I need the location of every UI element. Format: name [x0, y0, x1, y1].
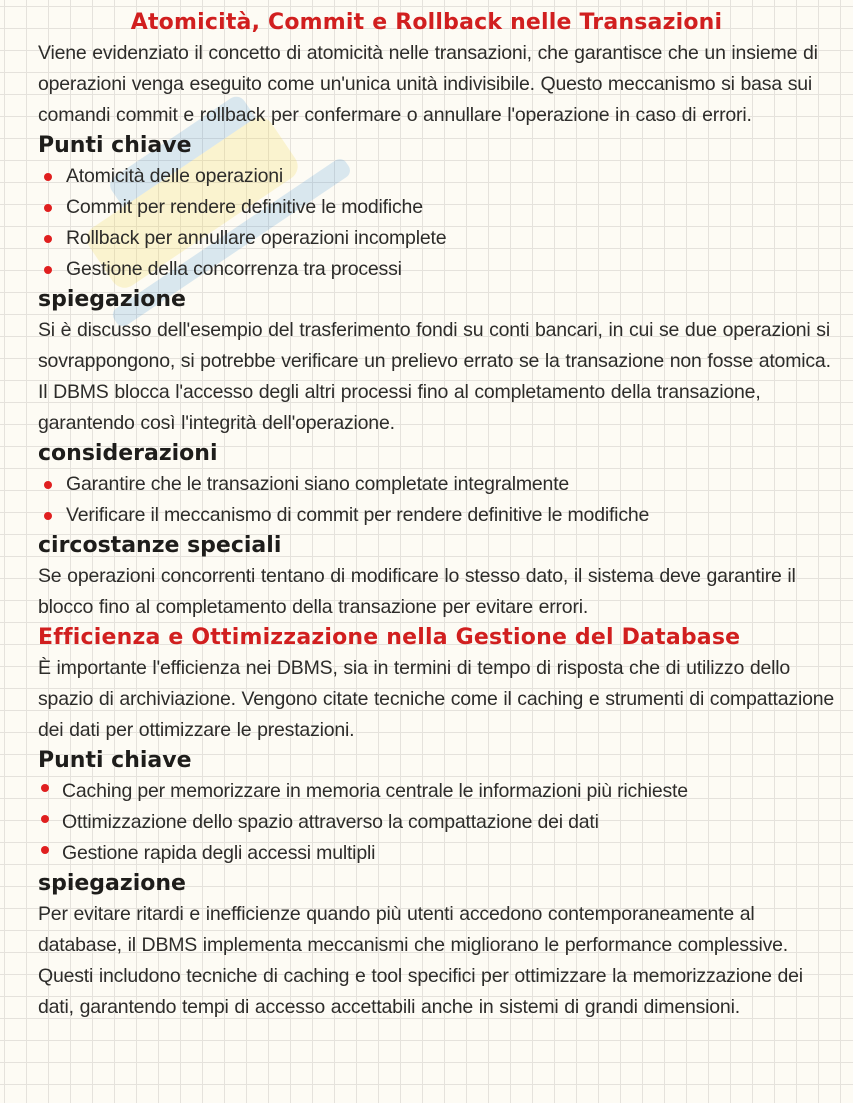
bullet-dot-icon — [41, 846, 49, 854]
notes-page — [38, 8, 838, 1023]
key-points-list-1 — [38, 161, 838, 285]
heading-explanation-2: spiegazione — [38, 871, 186, 896]
bullet-dot-icon — [44, 481, 52, 489]
explanation-paragraph-2: Per evitare ritardi e inefficienze quando più utenti accedono contemporaneamente al database, il DBMS implementa meccanismi che migliorano le performance complessive. Questi includono tecniche di caching e tool specifici per ottimizzare la memorizzazione dei dati, garantendo tempi di accesso accettabili anche in sistemi di grandi dimensioni. — [38, 903, 803, 1018]
section-title-atomicity: Atomicità, Commit e Rollback nelle Transazioni — [130, 10, 723, 35]
heading-key-points-1: Punti chiave — [38, 133, 192, 158]
bullet-dot-icon — [44, 173, 52, 181]
heading-key-points-2: Punti chiave — [38, 748, 192, 773]
intro-paragraph-efficiency: È importante l'efficienza nei DBMS, sia in termini di tempo di risposta che di utilizzo dello spazio di archiviazione. Vengono citate tecniche come il caching e strumenti di compattazione dei dati per ottimizzare le prestazioni. — [38, 657, 835, 741]
list-item: Atomicità delle operazioni — [38, 161, 838, 192]
list-item: Verificare il meccanismo di commit per rendere definitive le modifiche — [38, 500, 838, 531]
list-item: Ottimizzazione dello spazio attraverso la compattazione dei dati — [38, 807, 838, 838]
key-points-list-2 — [38, 776, 838, 869]
bullet-dot-icon — [44, 266, 52, 274]
bullet-dot-icon — [41, 815, 49, 823]
list-item: Commit per rendere definitive le modifiche — [38, 192, 838, 223]
heading-considerations: considerazioni — [38, 441, 218, 466]
list-item: Garantire che le transazioni siano completate integralmente — [38, 469, 838, 500]
special-circumstances-paragraph: Se operazioni concorrenti tentano di modificare lo stesso dato, il sistema deve garantire il blocco fino al completamento della transazione per evitare errori. — [38, 565, 796, 618]
bullet-dot-icon — [44, 235, 52, 243]
considerations-list — [38, 469, 838, 531]
list-item: Gestione rapida degli accessi multipli — [38, 838, 838, 869]
explanation-paragraph-1: Si è discusso dell'esempio del trasferimento fondi su conti bancari, in cui se due operazioni si sovrappongono, si potrebbe verificare un prelievo errato se la transazione non fosse atomica. Il DBMS blocca l'accesso degli altri processi fino al completamento della transazione, garantendo così l'integrità dell'operazione. — [38, 319, 831, 434]
heading-special-circumstances: circostanze speciali — [38, 533, 282, 558]
list-item: Caching per memorizzare in memoria centrale le informazioni più richieste — [38, 776, 838, 807]
bullet-dot-icon — [41, 784, 49, 792]
bullet-dot-icon — [44, 512, 52, 520]
intro-paragraph-atomicity: Viene evidenziato il concetto di atomicità nelle transazioni, che garantisce che un insieme di operazioni venga eseguito come un'unica unità indivisibile. Questo meccanismo si basa sui comandi commit e rollback per confermare o annullare l'operazione in caso di errori. — [38, 42, 818, 126]
list-item: Rollback per annullare operazioni incomplete — [38, 223, 838, 254]
list-item: Gestione della concorrenza tra processi — [38, 254, 838, 285]
bullet-dot-icon — [44, 204, 52, 212]
section-title-efficiency: Efficienza e Ottimizzazione nella Gestione del Database — [38, 625, 741, 650]
heading-explanation-1: spiegazione — [38, 287, 186, 312]
